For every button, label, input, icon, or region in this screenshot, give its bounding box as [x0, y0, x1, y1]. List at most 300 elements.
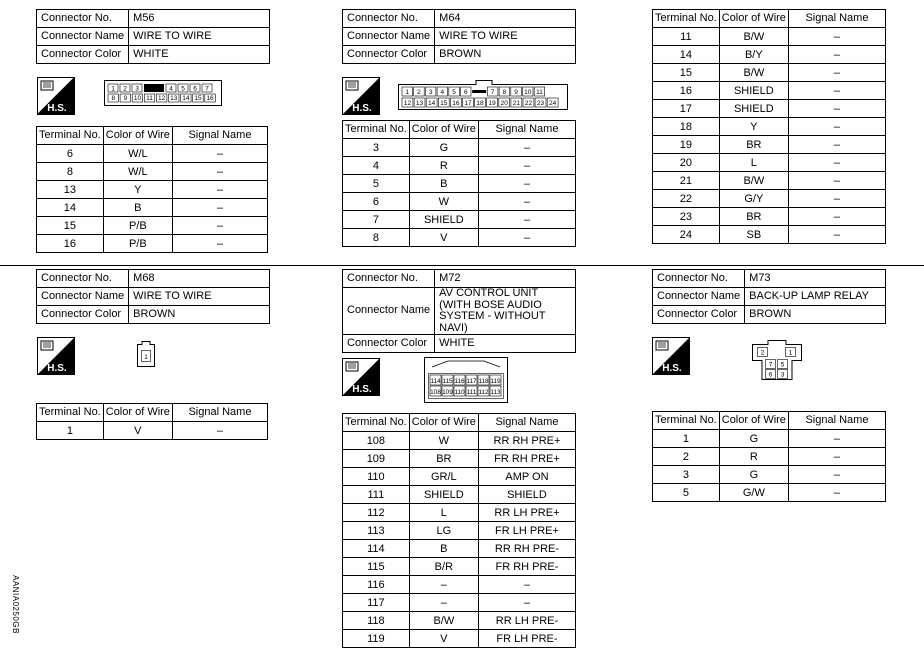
wire-color-cell: B/W — [719, 28, 788, 46]
wire-color-cell: SHIELD — [719, 100, 788, 118]
terminal-no-cell: 3 — [343, 139, 410, 157]
connector-color-value: WHITE — [129, 46, 270, 64]
wire-color-cell: – — [409, 576, 478, 594]
wire-color-cell: V — [409, 630, 478, 648]
connector-no-label: Connector No. — [37, 270, 129, 288]
terminal-no-cell: 15 — [653, 64, 720, 82]
terminal-no-header: Terminal No. — [37, 127, 104, 145]
signal-name-cell: SHIELD — [478, 486, 575, 504]
signal-name-cell: – — [478, 193, 575, 211]
table-row — [343, 522, 576, 540]
wire-color-cell: Y — [103, 181, 172, 199]
wire-color-cell: G/W — [719, 484, 788, 502]
wire-color-cell: B/W — [719, 64, 788, 82]
pin-label: 23 — [536, 100, 545, 107]
wire-color-cell: – — [409, 594, 478, 612]
pin-label: 13 — [415, 100, 424, 107]
wire-color-cell: G — [719, 466, 788, 484]
pin-label: 21 — [512, 100, 520, 107]
signal-name-cell: – — [788, 208, 885, 226]
connector-name-value: WIRE TO WIRE — [129, 288, 270, 306]
pin-label: 12 — [158, 95, 166, 102]
table-row — [37, 217, 268, 235]
pin-label: 3 — [780, 371, 785, 379]
signal-name-cell: – — [788, 226, 885, 244]
wire-color-cell: GR/L — [409, 468, 478, 486]
terminal-no-cell: 1 — [653, 430, 720, 448]
wire-color-cell: R — [719, 448, 788, 466]
lock-tab — [144, 84, 164, 92]
connector-color-value: BROWN — [435, 46, 576, 64]
signal-name-cell: RR LH PRE- — [478, 612, 575, 630]
table-row — [343, 432, 576, 450]
terminal-no-cell: 5 — [653, 484, 720, 502]
pin-label: 6 — [463, 89, 468, 96]
connector-color-label: Connector Color — [37, 306, 129, 324]
signal-name-header: Signal Name — [478, 414, 575, 432]
connector-color-label: Connector Color — [343, 335, 435, 353]
terminal-no-cell: 16 — [653, 82, 720, 100]
terminal-no-header: Terminal No. — [653, 412, 720, 430]
pin-label: 15 — [440, 100, 448, 107]
wire-color-cell: R — [409, 157, 478, 175]
signal-name-cell: FR LH PRE- — [478, 630, 575, 648]
wire-color-cell: W/L — [103, 163, 172, 181]
signal-name-cell: – — [478, 229, 575, 247]
connector-no-label: Connector No. — [653, 270, 745, 288]
lock-tab — [472, 90, 486, 93]
connector-color-value: WHITE — [435, 335, 576, 353]
wire-color-cell: BR — [409, 450, 478, 468]
pin-label: 11 — [536, 89, 543, 96]
terminal-no-cell: 3 — [653, 466, 720, 484]
connector-no-label: Connector No. — [343, 10, 435, 28]
connector-no-label: Connector No. — [37, 10, 129, 28]
terminal-no-cell: 13 — [37, 181, 104, 199]
pin-label: 109 — [442, 389, 453, 396]
signal-name-cell: – — [478, 594, 575, 612]
pin-label: 119 — [490, 378, 501, 385]
signal-name-cell: – — [172, 235, 267, 253]
hs-label: H.S. — [352, 103, 372, 114]
terminal-no-cell: 112 — [343, 504, 410, 522]
signal-name-cell: – — [172, 145, 267, 163]
terminal-no-cell: 109 — [343, 450, 410, 468]
signal-name-cell: – — [478, 139, 575, 157]
pin-label: 16 — [206, 95, 214, 102]
signal-name-cell: – — [788, 118, 885, 136]
section-divider — [0, 265, 924, 266]
pin-label: 5 — [181, 85, 185, 93]
m73-connector-face — [752, 340, 802, 380]
terminal-no-header: Terminal No. — [343, 121, 410, 139]
wire-color-cell: W — [409, 432, 478, 450]
color-of-wire-header: Color of Wire — [103, 127, 172, 145]
pin-label: 115 — [442, 378, 453, 385]
color-of-wire-header: Color of Wire — [719, 412, 788, 430]
table-row — [37, 422, 268, 440]
pin-label: 3 — [135, 85, 139, 93]
pin-label: 110 — [454, 389, 465, 396]
wire-color-cell: SB — [719, 226, 788, 244]
signal-name-cell: – — [788, 82, 885, 100]
signal-name-header: Signal Name — [788, 412, 885, 430]
m73-connector-info — [652, 269, 886, 324]
terminal-no-cell: 117 — [343, 594, 410, 612]
connector-name-value: WIRE TO WIRE — [129, 28, 270, 46]
m72-connector-face — [424, 357, 508, 403]
m72-terminal-table — [342, 413, 576, 648]
hs-icon — [342, 358, 380, 396]
signal-name-cell: – — [478, 157, 575, 175]
terminal-no-cell: 18 — [653, 118, 720, 136]
signal-name-cell: FR RH PRE+ — [478, 450, 575, 468]
wire-color-cell: L — [719, 154, 788, 172]
hs-icon — [37, 77, 75, 115]
connector-no-value: M68 — [129, 270, 270, 288]
connector-name-label: Connector Name — [343, 288, 435, 335]
terminal-no-cell: 8 — [37, 163, 104, 181]
connector-no-label: Connector No. — [343, 270, 435, 288]
terminal-no-cell: 19 — [653, 136, 720, 154]
terminal-no-cell: 22 — [653, 190, 720, 208]
table-row — [653, 46, 886, 64]
pin-label: 24 — [549, 100, 557, 107]
signal-name-cell: FR LH PRE+ — [478, 522, 575, 540]
table-row — [343, 139, 576, 157]
connector-name-label: Connector Name — [37, 288, 129, 306]
table-row — [343, 540, 576, 558]
pin-label: 16 — [452, 100, 460, 107]
signal-name-header: Signal Name — [172, 404, 267, 422]
pin-label: 111 — [466, 389, 477, 396]
signal-name-cell: RR RH PRE+ — [478, 432, 575, 450]
terminal-no-cell: 24 — [653, 226, 720, 244]
pin-label: 4 — [169, 85, 173, 93]
terminal-no-cell: 20 — [653, 154, 720, 172]
signal-name-cell: – — [788, 172, 885, 190]
terminal-no-cell: 11 — [653, 28, 720, 46]
table-row — [343, 504, 576, 522]
pin-label: 2 — [417, 89, 421, 96]
connector-name-value: WIRE TO WIRE — [435, 28, 576, 46]
signal-name-cell: – — [788, 136, 885, 154]
terminal-no-cell: 6 — [343, 193, 410, 211]
connector-name-label: Connector Name — [37, 28, 129, 46]
signal-name-cell: RR RH PRE- — [478, 540, 575, 558]
wire-color-cell: B — [409, 540, 478, 558]
pin-label: 1 — [405, 89, 410, 96]
table-row — [653, 154, 886, 172]
wire-color-cell: G/Y — [719, 190, 788, 208]
terminal-no-cell: 21 — [653, 172, 720, 190]
pin-label: 4 — [440, 89, 445, 96]
color-of-wire-header: Color of Wire — [409, 414, 478, 432]
signal-name-cell: – — [172, 181, 267, 199]
table-row — [37, 145, 268, 163]
signal-name-cell: – — [172, 163, 267, 181]
connector-name-value: BACK-UP LAMP RELAY — [745, 288, 886, 306]
pin-label: 7 — [768, 361, 773, 369]
pin-label: 2 — [760, 349, 765, 357]
terminal-no-cell: 17 — [653, 100, 720, 118]
table-row — [37, 199, 268, 217]
connector-no-value: M72 — [435, 270, 576, 288]
table-row — [343, 175, 576, 193]
signal-name-cell: – — [788, 466, 885, 484]
table-row — [653, 484, 886, 502]
wire-color-cell: Y — [719, 118, 788, 136]
m56-terminal-table — [36, 126, 268, 253]
terminal-no-cell: 5 — [343, 175, 410, 193]
pin-label: 8 — [502, 89, 507, 96]
pin-label: 14 — [182, 95, 190, 102]
pin-label: 6 — [193, 85, 197, 93]
terminal-no-cell: 1 — [37, 422, 104, 440]
pin-label: 1 — [144, 354, 148, 361]
table-row — [343, 211, 576, 229]
signal-name-cell: – — [788, 100, 885, 118]
signal-name-cell: – — [172, 199, 267, 217]
signal-name-cell: – — [478, 211, 575, 229]
m64-terminal-table-continued — [652, 9, 886, 244]
signal-name-cell: – — [788, 64, 885, 82]
hs-label: H.S. — [47, 363, 67, 374]
table-row — [653, 190, 886, 208]
pin-label: 1 — [788, 349, 793, 357]
connector-name-label: Connector Name — [653, 288, 745, 306]
pin-label: 7 — [205, 85, 209, 93]
table-row — [653, 100, 886, 118]
terminal-no-cell: 14 — [37, 199, 104, 217]
table-row — [653, 448, 886, 466]
wire-color-cell: B/Y — [719, 46, 788, 64]
color-of-wire-header: Color of Wire — [719, 10, 788, 28]
connector-color-value: BROWN — [745, 306, 886, 324]
table-row — [343, 576, 576, 594]
m64-terminal-table — [342, 120, 576, 247]
table-row — [653, 226, 886, 244]
pin-label: 117 — [466, 378, 477, 385]
m72-connector-info — [342, 269, 576, 353]
hs-icon — [37, 337, 75, 375]
m68-terminal-table — [36, 403, 268, 440]
connector-color-label: Connector Color — [653, 306, 745, 324]
wire-color-cell: SHIELD — [409, 486, 478, 504]
pin-label: 9 — [123, 95, 128, 102]
terminal-no-cell: 114 — [343, 540, 410, 558]
wire-color-cell: B — [409, 175, 478, 193]
signal-name-cell: – — [788, 448, 885, 466]
signal-name-cell: – — [788, 46, 885, 64]
terminal-no-cell: 4 — [343, 157, 410, 175]
wire-color-cell: P/B — [103, 235, 172, 253]
pin-label: 112 — [478, 389, 489, 396]
terminal-no-header: Terminal No. — [653, 10, 720, 28]
pin-label: 113 — [490, 389, 501, 396]
table-row — [37, 163, 268, 181]
table-row — [653, 64, 886, 82]
document-code: AANIA0250GB — [10, 575, 20, 634]
table-row — [653, 136, 886, 154]
color-of-wire-header: Color of Wire — [409, 121, 478, 139]
color-of-wire-header: Color of Wire — [103, 404, 172, 422]
signal-name-header: Signal Name — [478, 121, 575, 139]
terminal-no-cell: 111 — [343, 486, 410, 504]
table-row — [343, 229, 576, 247]
pin-label: 7 — [490, 89, 495, 96]
table-row — [343, 558, 576, 576]
table-row — [37, 235, 268, 253]
pin-label: 12 — [403, 100, 412, 107]
pin-label: 13 — [170, 95, 178, 102]
pin-label: 20 — [500, 100, 508, 107]
table-row — [653, 118, 886, 136]
wire-color-cell: BR — [719, 136, 788, 154]
signal-name-cell: RR LH PRE+ — [478, 504, 575, 522]
signal-name-cell: – — [172, 422, 267, 440]
pin-label: 5 — [452, 89, 456, 96]
signal-name-header: Signal Name — [172, 127, 267, 145]
pin-label: 8 — [111, 95, 116, 102]
terminal-no-header: Terminal No. — [37, 404, 104, 422]
pin-label: 15 — [194, 95, 202, 102]
table-row — [343, 594, 576, 612]
wire-color-cell: LG — [409, 522, 478, 540]
connector-name-value: AV CONTROL UNIT (WITH BOSE AUDIO SYSTEM - WITHOUT NAVI) — [435, 288, 576, 335]
wire-color-cell: L — [409, 504, 478, 522]
connector-no-value: M73 — [745, 270, 886, 288]
table-row — [343, 486, 576, 504]
wire-color-cell: B/W — [409, 612, 478, 630]
pin-label: 10 — [524, 89, 532, 96]
pin-label: 108 — [430, 389, 441, 396]
m64-connector-face — [398, 80, 568, 110]
pin-label: 116 — [454, 378, 465, 385]
pin-label: 9 — [514, 89, 518, 96]
signal-name-cell: – — [478, 576, 575, 594]
signal-name-cell: FR RH PRE- — [478, 558, 575, 576]
m56-connector-info — [36, 9, 270, 64]
table-row — [343, 193, 576, 211]
terminal-no-cell: 8 — [343, 229, 410, 247]
wire-color-cell: SHIELD — [409, 211, 478, 229]
connector-color-value: BROWN — [129, 306, 270, 324]
connector-name-label: Connector Name — [343, 28, 435, 46]
terminal-no-cell: 118 — [343, 612, 410, 630]
signal-name-cell: – — [788, 190, 885, 208]
terminal-no-cell: 119 — [343, 630, 410, 648]
pin-label: 114 — [430, 378, 441, 385]
wire-color-cell: W/L — [103, 145, 172, 163]
hs-label: H.S. — [47, 103, 67, 114]
m56-connector-face — [104, 80, 222, 106]
table-row — [653, 28, 886, 46]
terminal-no-header: Terminal No. — [343, 414, 410, 432]
wire-color-cell: V — [409, 229, 478, 247]
signal-name-header: Signal Name — [788, 10, 885, 28]
table-row — [653, 208, 886, 226]
terminal-no-cell: 110 — [343, 468, 410, 486]
table-row — [653, 82, 886, 100]
m68-connector-face — [137, 341, 155, 367]
pin-label: 18 — [476, 100, 484, 107]
pin-label: 5 — [780, 361, 785, 369]
wire-color-cell: G — [719, 430, 788, 448]
signal-name-cell: AMP ON — [478, 468, 575, 486]
m64-connector-info — [342, 9, 576, 64]
terminal-no-cell: 115 — [343, 558, 410, 576]
wire-color-cell: SHIELD — [719, 82, 788, 100]
wire-color-cell: B/W — [719, 172, 788, 190]
pin-label: 17 — [464, 100, 472, 107]
signal-name-cell: – — [788, 484, 885, 502]
pin-label: 2 — [123, 85, 127, 93]
pin-label: 118 — [478, 378, 489, 385]
connector-no-value: M56 — [129, 10, 270, 28]
pin-label: 1 — [111, 85, 115, 93]
terminal-no-cell: 113 — [343, 522, 410, 540]
signal-name-cell: – — [172, 217, 267, 235]
hs-icon — [342, 77, 380, 115]
wire-color-cell: V — [103, 422, 172, 440]
wire-color-cell: B — [103, 199, 172, 217]
terminal-no-cell: 116 — [343, 576, 410, 594]
table-row — [343, 468, 576, 486]
signal-name-cell: – — [788, 154, 885, 172]
terminal-no-cell: 15 — [37, 217, 104, 235]
table-row — [343, 612, 576, 630]
wire-color-cell: BR — [719, 208, 788, 226]
connector-color-label: Connector Color — [343, 46, 435, 64]
terminal-no-cell: 16 — [37, 235, 104, 253]
m68-connector-info — [36, 269, 270, 324]
signal-name-cell: – — [788, 430, 885, 448]
pin-label: 10 — [133, 95, 142, 102]
hs-label: H.S. — [662, 363, 682, 374]
pin-label: 14 — [428, 100, 436, 107]
signal-name-cell: – — [788, 28, 885, 46]
wire-color-cell: B/R — [409, 558, 478, 576]
terminal-no-cell: 7 — [343, 211, 410, 229]
pin-label: 22 — [524, 100, 533, 107]
pin-label: 11 — [146, 95, 153, 102]
table-row — [343, 630, 576, 648]
connector-color-label: Connector Color — [37, 46, 129, 64]
pin-label: 6 — [768, 371, 773, 379]
terminal-no-cell: 2 — [653, 448, 720, 466]
terminal-no-cell: 6 — [37, 145, 104, 163]
hs-icon — [652, 337, 690, 375]
table-row — [653, 466, 886, 484]
hs-label: H.S. — [352, 384, 372, 395]
wire-color-cell: W — [409, 193, 478, 211]
table-row — [343, 450, 576, 468]
wire-color-cell: G — [409, 139, 478, 157]
terminal-no-cell: 14 — [653, 46, 720, 64]
connector-no-value: M64 — [435, 10, 576, 28]
table-row — [343, 157, 576, 175]
m73-terminal-table — [652, 411, 886, 502]
pin-label: 3 — [428, 89, 433, 96]
table-row — [37, 181, 268, 199]
table-row — [653, 172, 886, 190]
terminal-no-cell: 23 — [653, 208, 720, 226]
terminal-no-cell: 108 — [343, 432, 410, 450]
wire-color-cell: P/B — [103, 217, 172, 235]
pin-label: 19 — [488, 100, 496, 107]
signal-name-cell: – — [478, 175, 575, 193]
